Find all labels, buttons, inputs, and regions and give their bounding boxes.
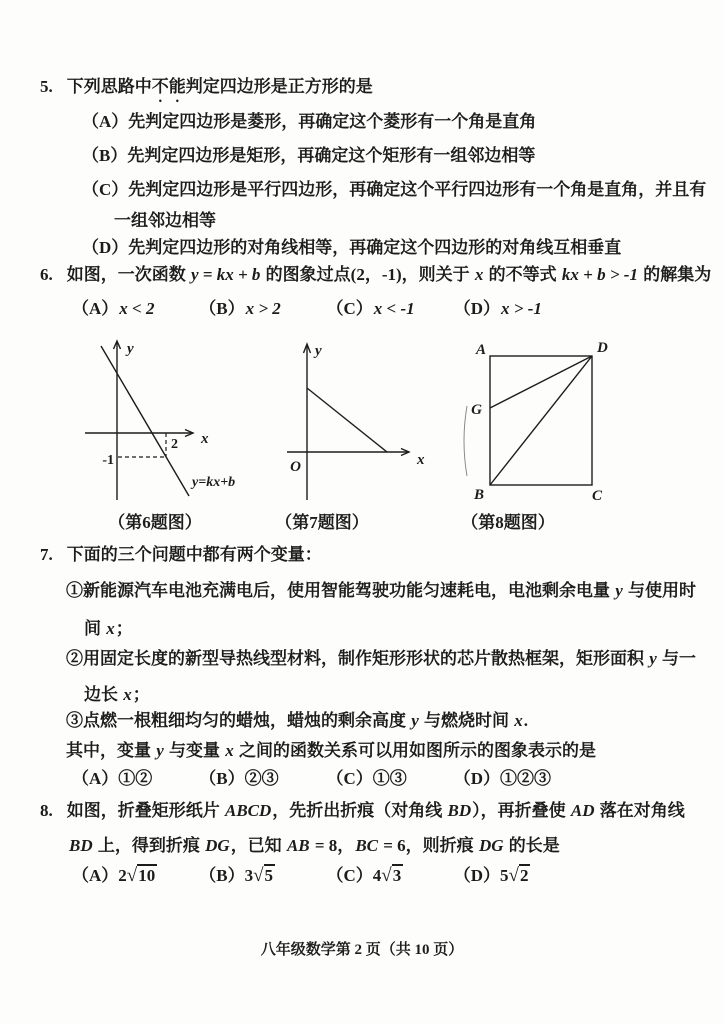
q5-option-b: （B）先判定四边形是矩形，再确定这个矩形有一组邻边相等 bbox=[82, 146, 536, 165]
q6-options: （A）x < 2 （B）x > 2 （C）x < -1 （D）x > -1 bbox=[72, 299, 542, 318]
figure-q8-rectangle bbox=[462, 336, 657, 516]
page-footer: 八年级数学第 2 页（共 10 页） bbox=[260, 942, 464, 958]
diagonal-bd bbox=[490, 356, 592, 485]
x-tick-2: 2 bbox=[171, 437, 178, 452]
sqrt-expression: √5 bbox=[253, 865, 274, 886]
line-equation-label: y=kx+b bbox=[192, 475, 236, 490]
q5-option-c-cont: 一组邻边相等 bbox=[114, 211, 216, 230]
origin-label: O bbox=[290, 459, 301, 475]
figure-q7-graph bbox=[287, 338, 437, 513]
q8-options: （A）2√10 （B）3√5 （C）4√3 （D）5√2 bbox=[72, 865, 529, 886]
q5-option-d: （D）先判定四边形的对角线相等，再确定这个四边形的对角线互相垂直 bbox=[82, 238, 622, 257]
q5-stem: 5. 下列思路中不能判定四边形是正方形的是 bbox=[40, 77, 373, 96]
q8-number: 8. bbox=[40, 801, 53, 820]
q7-question-line: 其中，变量 y 与变量 x 之间的函数关系可以用如图所示的图象表示的是 bbox=[66, 741, 597, 760]
figure-q6-graph bbox=[85, 336, 260, 516]
q7-item-2-cont: 边长 x； bbox=[84, 685, 150, 704]
figure-q8-caption: （第8题图） bbox=[461, 513, 555, 532]
q7-item-2: ②用固定长度的新型导热线型材料，制作矩形形状的芯片散热框架，矩形面积 y 与一 bbox=[66, 649, 697, 668]
q7-item-1: ①新能源汽车电池充满电后，使用智能驾驶功能匀速耗电，电池剩余电量 y 与使用时 bbox=[66, 581, 697, 600]
y-tick-neg1: -1 bbox=[102, 453, 114, 468]
sqrt-expression: √10 bbox=[126, 865, 156, 886]
figure-q7-caption: （第7题图） bbox=[275, 513, 369, 532]
q7-number: 7. bbox=[40, 545, 53, 564]
q5-number: 5. bbox=[40, 77, 53, 96]
crease-gd bbox=[490, 356, 592, 408]
scan-artifact bbox=[464, 406, 467, 476]
point-g-label: G bbox=[471, 402, 482, 418]
y-axis-label: y bbox=[315, 343, 322, 359]
vertex-c-label: C bbox=[592, 488, 603, 504]
vertex-a-label: A bbox=[475, 342, 486, 358]
q5-option-a: （A）先判定四边形是菱形，再确定这个菱形有一个角是直角 bbox=[82, 112, 537, 131]
x-axis-label: x bbox=[201, 431, 209, 447]
q8-stem-line1: 8. 如图，折叠矩形纸片 ABCD，先折出折痕（对角线 BD），再折叠使 AD 落在对角线 bbox=[40, 801, 685, 820]
figure-q6-caption: （第6题图） bbox=[108, 513, 202, 532]
q7-stem: 7. 下面的三个问题中都有两个变量： bbox=[40, 545, 322, 564]
sqrt-expression: √3 bbox=[381, 865, 402, 886]
q6-stem: 6. 如图，一次函数 y = kx + b 的图象过点(2，-1)，则关于 x 的不等式 kx + b > -1 的解集为 bbox=[40, 265, 712, 284]
q6-number: 6. bbox=[40, 265, 53, 284]
y-axis-label: y bbox=[127, 341, 134, 357]
vertex-b-label: B bbox=[473, 487, 484, 503]
function-line bbox=[101, 346, 189, 496]
sqrt-expression: √2 bbox=[508, 865, 529, 886]
q5-emphasized-text: 不能 bbox=[151, 77, 186, 96]
vertex-d-label: D bbox=[597, 340, 608, 356]
q8-stem-line2: BD 上，得到折痕 DG，已知 AB = 8，BC = 6，则折痕 DG 的长是 bbox=[69, 836, 560, 855]
q7-item-3: ③点燃一根粗细均匀的蜡烛，蜡烛的剩余高度 y 与燃烧时间 x. bbox=[66, 711, 529, 730]
segment-line bbox=[307, 388, 387, 452]
q5-option-c: （C）先判定四边形是平行四边形，再确定这个平行四边形有一个角是直角，并且有 bbox=[82, 180, 707, 199]
x-axis-label: x bbox=[417, 452, 425, 468]
q7-item-1-cont: 间 x； bbox=[84, 619, 133, 638]
q7-options: （A）①② （B）②③ （C）①③ （D）①②③ bbox=[72, 769, 552, 788]
